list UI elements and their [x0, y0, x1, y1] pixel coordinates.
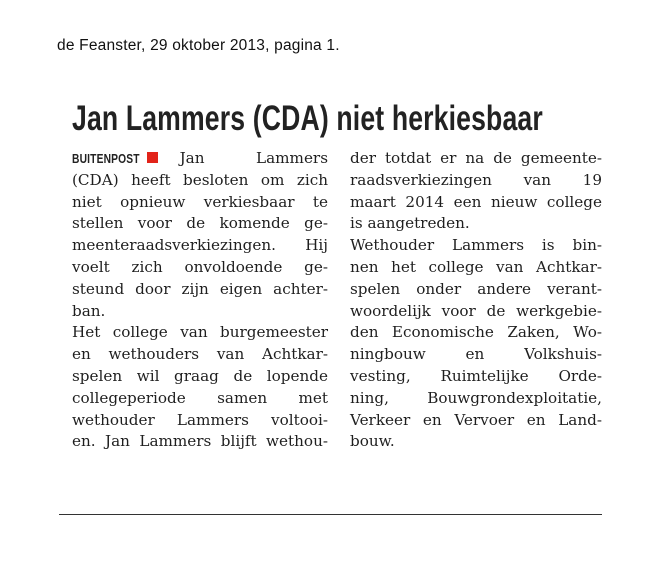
- article-line: is aangetreden.: [350, 214, 470, 233]
- article-line: stellen voor de komende ge-: [72, 214, 328, 233]
- article-line: Verkeer en Vervoer en Land-: [350, 410, 602, 429]
- article-line: Jan Lammers: [179, 149, 328, 167]
- article-line: meenteraadsverkiezingen. Hij: [72, 236, 328, 255]
- article-line: ban.: [72, 301, 106, 320]
- article-line: der totdat er na de gemeente-: [350, 149, 602, 167]
- article-line: steund door zijn eigen achter-: [72, 279, 328, 298]
- article-line: woordelijk voor de werkgebie-: [350, 301, 602, 320]
- article-line: bouw.: [350, 432, 395, 451]
- article-line: wethouder Lammers voltooi-: [72, 410, 328, 429]
- article-column-right: [350, 148, 602, 453]
- article-line: Wethouder Lammers is bin-: [350, 236, 602, 255]
- article-lead-line: [72, 148, 328, 170]
- article-line: en. Jan Lammers blijft wethou-: [72, 432, 328, 451]
- article-line: Het college van burgemeester: [72, 323, 328, 342]
- article-line: voelt zich onvoldoende ge-: [72, 257, 328, 276]
- article-line: en wethouders van Achtkar-: [72, 345, 328, 364]
- red-square-marker: [147, 152, 158, 163]
- article-line: nen het college van Achtkar-: [350, 257, 602, 276]
- article-line: ning, Bouwgrondexploitatie,: [350, 388, 602, 407]
- dateline-kicker: BUITENPOST: [72, 152, 140, 166]
- article-line: collegeperiode samen met: [72, 388, 328, 407]
- article-line: (CDA) heeft besloten om zich: [72, 170, 328, 189]
- bottom-divider: [59, 514, 602, 515]
- article-line: raadsverkiezingen van 19: [350, 170, 602, 189]
- article-line: maart 2014 een nieuw college: [350, 192, 602, 211]
- source-citation: de Feanster, 29 oktober 2013, pagina 1.: [57, 37, 340, 54]
- article-line: spelen wil graag de lopende: [72, 366, 328, 385]
- article-line: den Economische Zaken, Wo-: [350, 323, 602, 342]
- article-line: ningbouw en Volkshuis-: [350, 345, 602, 364]
- article-line: niet opnieuw verkiesbaar te: [72, 192, 328, 211]
- article-line: spelen onder andere verant-: [350, 279, 602, 298]
- article-column-left: [72, 148, 328, 453]
- article-headline: Jan Lammers (CDA) niet herkiesbaar: [72, 99, 543, 138]
- article-line: vesting, Ruimtelijke Orde-: [350, 366, 602, 385]
